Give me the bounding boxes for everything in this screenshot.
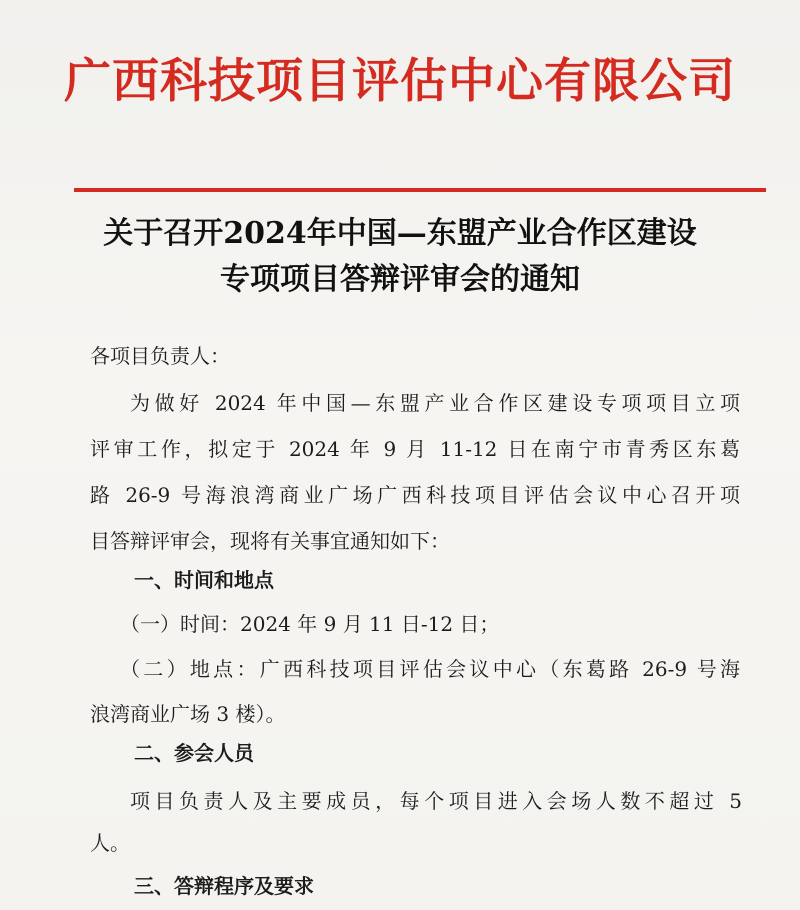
section-1-line-3: 浪湾商业广场 3 楼）。 (90, 702, 286, 726)
section-heading-3: 三、答辩程序及要求 (134, 874, 314, 898)
organization-letterhead: 广西科技项目评估中心有限公司 (64, 54, 736, 109)
document-title-line-2: 专项项目答辩评审会的通知 (220, 262, 580, 297)
intro-line-3: 路 26-9 号海浪湾商业广场广西科技项目评估会议中心召开项 (90, 483, 740, 507)
intro-line-4: 目答辩评审会，现将有关事宜通知如下： (90, 529, 450, 553)
section-heading-1: 一、时间和地点 (134, 568, 274, 592)
document-title-line-1: 关于召开2024年中国—东盟产业合作区建设 (103, 216, 697, 251)
intro-line-1: 为做好 2024 年中国—东盟产业合作区建设专项项目立项 (130, 391, 740, 415)
salutation: 各项目负责人： (90, 344, 230, 368)
red-header-rule (74, 188, 766, 192)
intro-line-2: 评审工作，拟定于 2024 年 9 月 11-12 日在南宁市青秀区东葛 (90, 437, 740, 461)
section-heading-2: 二、参会人员 (134, 741, 254, 765)
section-1-line-2: （二）地点：广西科技项目评估会议中心（东葛路 26-9 号海 (120, 657, 740, 681)
section-1-line-1: （一）时间：2024 年 9 月 11 日-12 日； (120, 612, 500, 636)
section-2-line-2: 人。 (90, 831, 130, 855)
section-2-line-1: 项目负责人及主要成员，每个项目进入会场人数不超过 5 (130, 789, 742, 813)
